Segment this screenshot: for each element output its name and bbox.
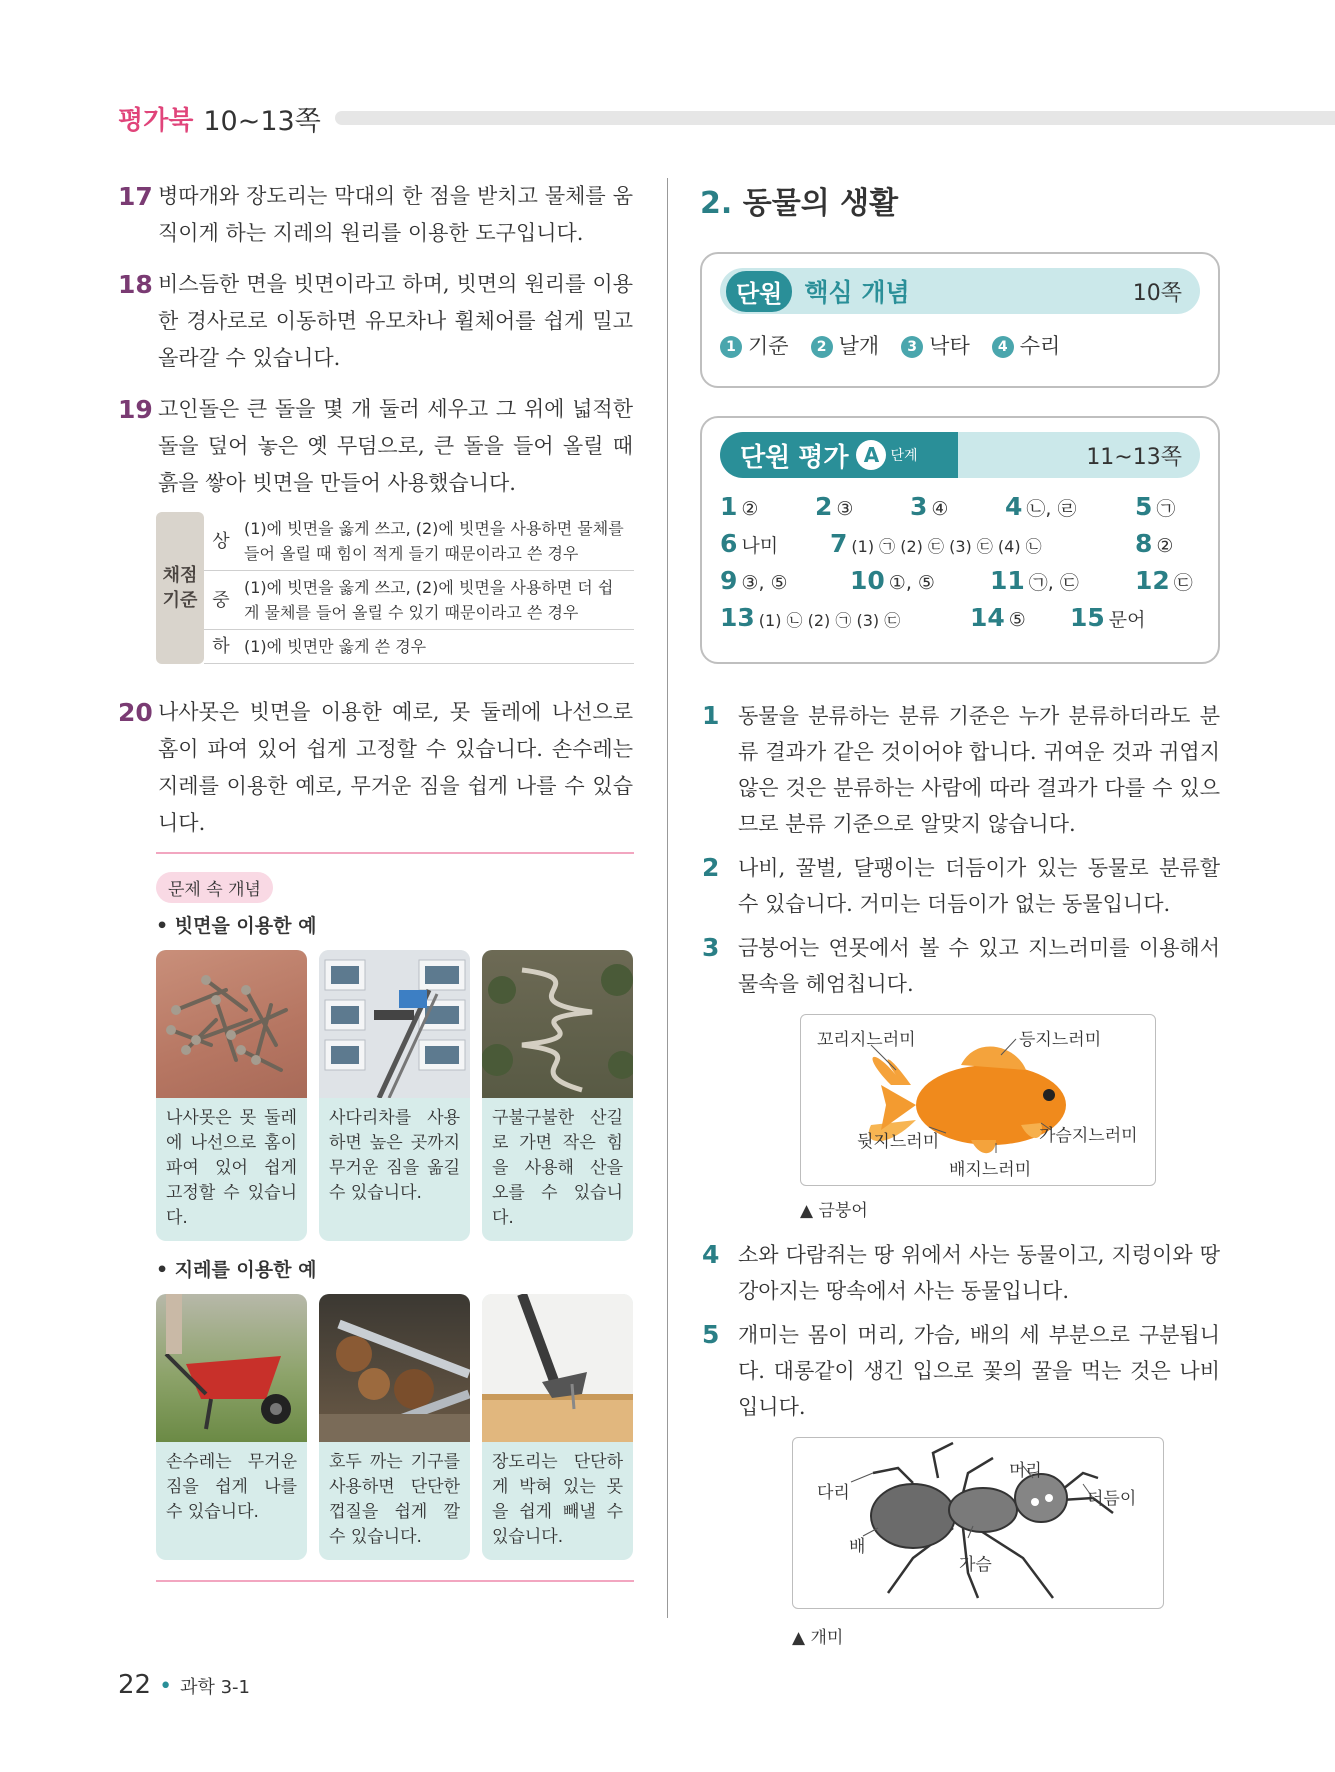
concept-tag: 문제 속 개념 — [156, 872, 273, 903]
pink-divider — [156, 852, 634, 854]
lever-heading: • 지레를 이용한 예 — [156, 1259, 317, 1281]
book-name: 평가북 — [118, 105, 194, 136]
answer-item — [910, 492, 1005, 521]
answer-value: (1) ㉡ (2) ㉠ (3) ㉢ — [758, 611, 901, 630]
nutcracker-photo — [319, 1294, 470, 1442]
slope-cards — [156, 950, 633, 1241]
card-nutcracker — [319, 1294, 470, 1560]
fish-label-anal: 뒷지느러미 — [857, 1132, 940, 1152]
answer-item — [720, 603, 970, 632]
ladder-truck-photo — [319, 950, 470, 1098]
answer-20 — [118, 694, 633, 842]
answer-number: 12 — [1135, 566, 1170, 595]
answer-number: 1 — [720, 492, 738, 521]
answer-item — [850, 566, 990, 595]
explanation-1 — [700, 698, 1220, 842]
pink-divider — [156, 1580, 634, 1582]
card-claw-hammer — [482, 1294, 633, 1560]
eval-title: 평가 — [798, 442, 849, 473]
core-concept-pill — [720, 268, 1200, 314]
answer-item — [720, 529, 830, 558]
goldfish-caption: ▲ 금붕어 — [800, 1201, 868, 1221]
answer-value: 문어 — [1108, 609, 1146, 631]
grade-suffix: 단계 — [890, 448, 918, 464]
core-answers — [720, 330, 1200, 360]
answer-number: 6 — [720, 529, 738, 558]
answer-number: 14 — [970, 603, 1005, 632]
answer-item — [1070, 603, 1146, 632]
eval-page: 11~13쪽 — [1086, 444, 1182, 470]
answer-value: 나미 — [741, 535, 779, 557]
rubric-level: 상 — [204, 512, 238, 571]
unit-badge: 단원 — [726, 271, 792, 312]
rubric-level: 하 — [204, 630, 238, 664]
answer-value: ② — [1156, 535, 1174, 557]
card-caption: 손수레는 무거운 짐을 쉽게 나를 수 있습니다. — [166, 1452, 297, 1522]
core-item-text: 기준 — [748, 334, 789, 358]
answer-text: 병따개와 장도리는 막대의 한 점을 받치고 물체를 움직이게 하는 지레의 원리를 이용한 도구입니다. — [158, 184, 633, 245]
rubric-level: 중 — [204, 571, 238, 630]
answer-number: 3 — [910, 492, 928, 521]
card-caption: 구불구불한 산길로 가면 작은 힘을 사용해 산을 오를 수 있습니다. — [492, 1108, 623, 1228]
wheelbarrow-photo — [156, 1294, 307, 1442]
page-number: 22 — [118, 1670, 152, 1700]
answer-row — [720, 603, 1200, 632]
question-number: 20 — [118, 698, 153, 727]
rubric-text: (1)에 빗면만 옳게 쓴 경우 — [238, 630, 634, 664]
card-caption: 호두 까는 기구를 사용하면 단단한 껍질을 쉽게 깔 수 있습니다. — [329, 1452, 460, 1547]
mountain-road-photo — [482, 950, 633, 1098]
core-item — [992, 330, 1061, 360]
answer-item — [1135, 492, 1175, 521]
left-column — [118, 178, 633, 1582]
claw-hammer-photo — [482, 1294, 633, 1442]
number-circle-icon: 3 — [901, 336, 923, 358]
answer-value: ③, ⑤ — [741, 572, 788, 594]
answer-text: 고인돌은 큰 돌을 몇 개 둘러 세우고 그 위에 넓적한 돌을 덮어 놓은 옛 무덤으로, 큰 돌을 들어 올릴 때 흙을 쌓아 빗면을 만들어 사용했습니다. — [158, 397, 633, 495]
answer-item — [720, 492, 815, 521]
answer-value: ㉠ — [1156, 498, 1176, 520]
answer-item — [1135, 529, 1173, 558]
explanation-3 — [700, 930, 1220, 1002]
explanation-text: 개미는 몸이 머리, 가슴, 배의 세 부분으로 구분됩니다. 대롱같이 생긴 입으로 꽃의 꿀을 먹는 것은 나비입니다. — [738, 1323, 1220, 1419]
core-item-text: 날개 — [838, 334, 880, 358]
explanation-text: 동물을 분류하는 분류 기준은 누가 분류하더라도 분류 결과가 같은 것이어야 합니다. 귀여운 것과 귀엽지 않은 것은 분류하는 사람에 따라 결과가 다를 수 있으므로 분류 기준으로 알맞지 않습니다. — [738, 704, 1220, 836]
screws-photo — [156, 950, 307, 1098]
page-footer — [118, 1670, 250, 1700]
answer-value: ①, ⑤ — [888, 572, 935, 594]
core-item-text: 낙타 — [929, 334, 970, 358]
question-number: 18 — [118, 270, 153, 299]
answer-text: 비스듬한 면을 빗면이라고 하며, 빗면의 원리를 이용한 경사로로 이동하면 유모차나 휠체어를 쉽게 밀고 올라갈 수 있습니다. — [158, 272, 633, 370]
card-ladder-truck — [319, 950, 470, 1241]
explanation-4 — [700, 1237, 1220, 1309]
core-item-text: 수리 — [1019, 334, 1061, 358]
answer-value: (1) ㉠ (2) ㉢ (3) ㉢ (4) ㉡ — [851, 537, 1042, 556]
explanation-5 — [700, 1317, 1220, 1425]
rubric-label: 채점 기준 — [156, 512, 204, 664]
answer-row — [720, 529, 1200, 558]
answer-number: 13 — [720, 603, 755, 632]
ant-figure — [792, 1437, 1164, 1609]
ant-label-leg: 다리 — [817, 1483, 850, 1503]
page-range: 10~13쪽 — [203, 105, 321, 137]
explanation-number: 5 — [702, 1320, 720, 1349]
explanation-number: 1 — [702, 701, 720, 730]
right-column — [700, 178, 1220, 1648]
answer-number: 7 — [830, 529, 848, 558]
unit-eval-box — [700, 416, 1220, 664]
answer-item — [815, 492, 910, 521]
explanation-number: 3 — [702, 933, 720, 962]
ant-label-head: 머리 — [1009, 1461, 1042, 1481]
answer-number: 10 — [850, 566, 885, 595]
ant-label-antenna: 더듬이 — [1087, 1489, 1137, 1509]
ant-label-abdomen: 배 — [849, 1537, 866, 1557]
subject-label: 과학 3-1 — [180, 1677, 250, 1698]
answer-number: 8 — [1135, 529, 1153, 558]
rubric-text: (1)에 빗면을 옳게 쓰고, (2)에 빗면을 사용하면 물체를 들어 올릴 때 힘이 적게 들기 때문이라고 쓴 경우 — [238, 512, 634, 571]
fish-label-pectoral: 가슴지느러미 — [1039, 1126, 1138, 1146]
column-divider — [667, 178, 668, 1618]
card-mountain-road — [482, 950, 633, 1241]
answer-value: ③ — [836, 498, 854, 520]
goldfish-figure — [800, 1014, 1156, 1186]
number-circle-icon: 2 — [811, 336, 833, 358]
answer-value: ㉡, ㉣ — [1026, 498, 1077, 520]
answer-number: 5 — [1135, 492, 1153, 521]
answer-value: ㉠, ㉢ — [1028, 572, 1079, 594]
lever-cards — [156, 1294, 633, 1560]
core-item — [811, 330, 880, 360]
core-item — [720, 330, 789, 360]
explanation-text: 금붕어는 연못에서 볼 수 있고 지느러미를 이용해서 물속을 헤엄칩니다. — [738, 936, 1220, 996]
ant-caption: ▲ 개미 — [792, 1628, 844, 1648]
explanation-number: 2 — [702, 853, 720, 882]
answer-number: 4 — [1005, 492, 1023, 521]
answer-value: ④ — [931, 498, 949, 520]
unit-eval-pill — [720, 432, 1200, 478]
footer-dot-icon: • — [159, 1674, 173, 1699]
fish-label-pelvic: 배지느러미 — [949, 1160, 1032, 1180]
explanation-text: 나비, 꿀벌, 달팽이는 더듬이가 있는 동물로 분류할 수 있습니다. 거미는 더듬이가 없는 동물입니다. — [738, 856, 1220, 916]
card-caption: 장도리는 단단하게 박혀 있는 못을 쉽게 빼낼 수 있습니다. — [492, 1452, 623, 1547]
card-wheelbarrow — [156, 1294, 307, 1560]
core-item — [901, 330, 970, 360]
explanation-text: 소와 다람쥐는 땅 위에서 사는 동물이고, 지렁이와 땅강아지는 땅속에서 사는 동물입니다. — [738, 1243, 1220, 1303]
core-title: 핵심 개념 — [804, 278, 910, 307]
explanation-number: 4 — [702, 1240, 720, 1269]
explanation-2 — [700, 850, 1220, 922]
answer-number: 15 — [1070, 603, 1105, 632]
section-title — [700, 178, 1220, 222]
answer-item — [1005, 492, 1135, 521]
answer-19 — [118, 391, 633, 502]
card-caption: 나사못은 못 둘레에 나선으로 홈이 파여 있어 쉽게 고정할 수 있습니다. — [166, 1108, 297, 1228]
fish-label-dorsal: 등지느러미 — [1019, 1030, 1102, 1050]
answer-18 — [118, 266, 633, 377]
number-circle-icon: 4 — [992, 336, 1014, 358]
slope-heading: • 빗면을 이용한 예 — [156, 915, 317, 937]
question-number: 17 — [118, 182, 153, 211]
scoring-rubric — [156, 512, 634, 664]
page-header — [118, 98, 1335, 138]
answer-number: 9 — [720, 566, 738, 595]
answer-item — [830, 529, 1135, 558]
ant-illustration — [793, 1438, 1165, 1610]
answer-17 — [118, 178, 633, 252]
header-bar — [335, 111, 1335, 125]
eval-badge: 단원 — [740, 442, 791, 473]
answer-row — [720, 492, 1200, 521]
answer-number: 11 — [990, 566, 1025, 595]
ant-label-thorax: 가슴 — [959, 1555, 992, 1575]
core-page: 10쪽 — [1132, 280, 1182, 306]
question-number: 19 — [118, 395, 153, 424]
answer-key — [720, 492, 1200, 632]
section-name: 동물의 생활 — [742, 186, 899, 221]
answer-item — [990, 566, 1135, 595]
answer-value: ② — [741, 498, 759, 520]
number-circle-icon: 1 — [720, 336, 742, 358]
fish-label-tail: 꼬리지느러미 — [817, 1030, 916, 1050]
answer-text: 나사못은 빗면을 이용한 예로, 못 둘레에 나선으로 홈이 파여 있어 쉽게 고정할 수 있습니다. 손수레는 지레를 이용한 예로, 무거운 짐을 쉽게 나를 수 있습니다. — [158, 700, 633, 835]
answer-value: ⑤ — [1008, 609, 1026, 631]
answer-item — [1135, 566, 1193, 595]
card-screw — [156, 950, 307, 1241]
answer-row — [720, 566, 1200, 595]
core-concept-box — [700, 252, 1220, 388]
answer-number: 2 — [815, 492, 833, 521]
section-number: 2. — [700, 186, 733, 221]
rubric-text: (1)에 빗면을 옳게 쓰고, (2)에 빗면을 사용하면 더 쉽게 물체를 들어 올릴 수 있기 때문이라고 쓴 경우 — [238, 571, 634, 630]
answer-item — [720, 566, 850, 595]
grade-circle-icon: A — [856, 440, 886, 470]
answer-item — [970, 603, 1070, 632]
answer-value: ㉢ — [1173, 572, 1193, 594]
card-caption: 사다리차를 사용하면 높은 곳까지 무거운 짐을 옮길 수 있습니다. — [329, 1108, 460, 1203]
